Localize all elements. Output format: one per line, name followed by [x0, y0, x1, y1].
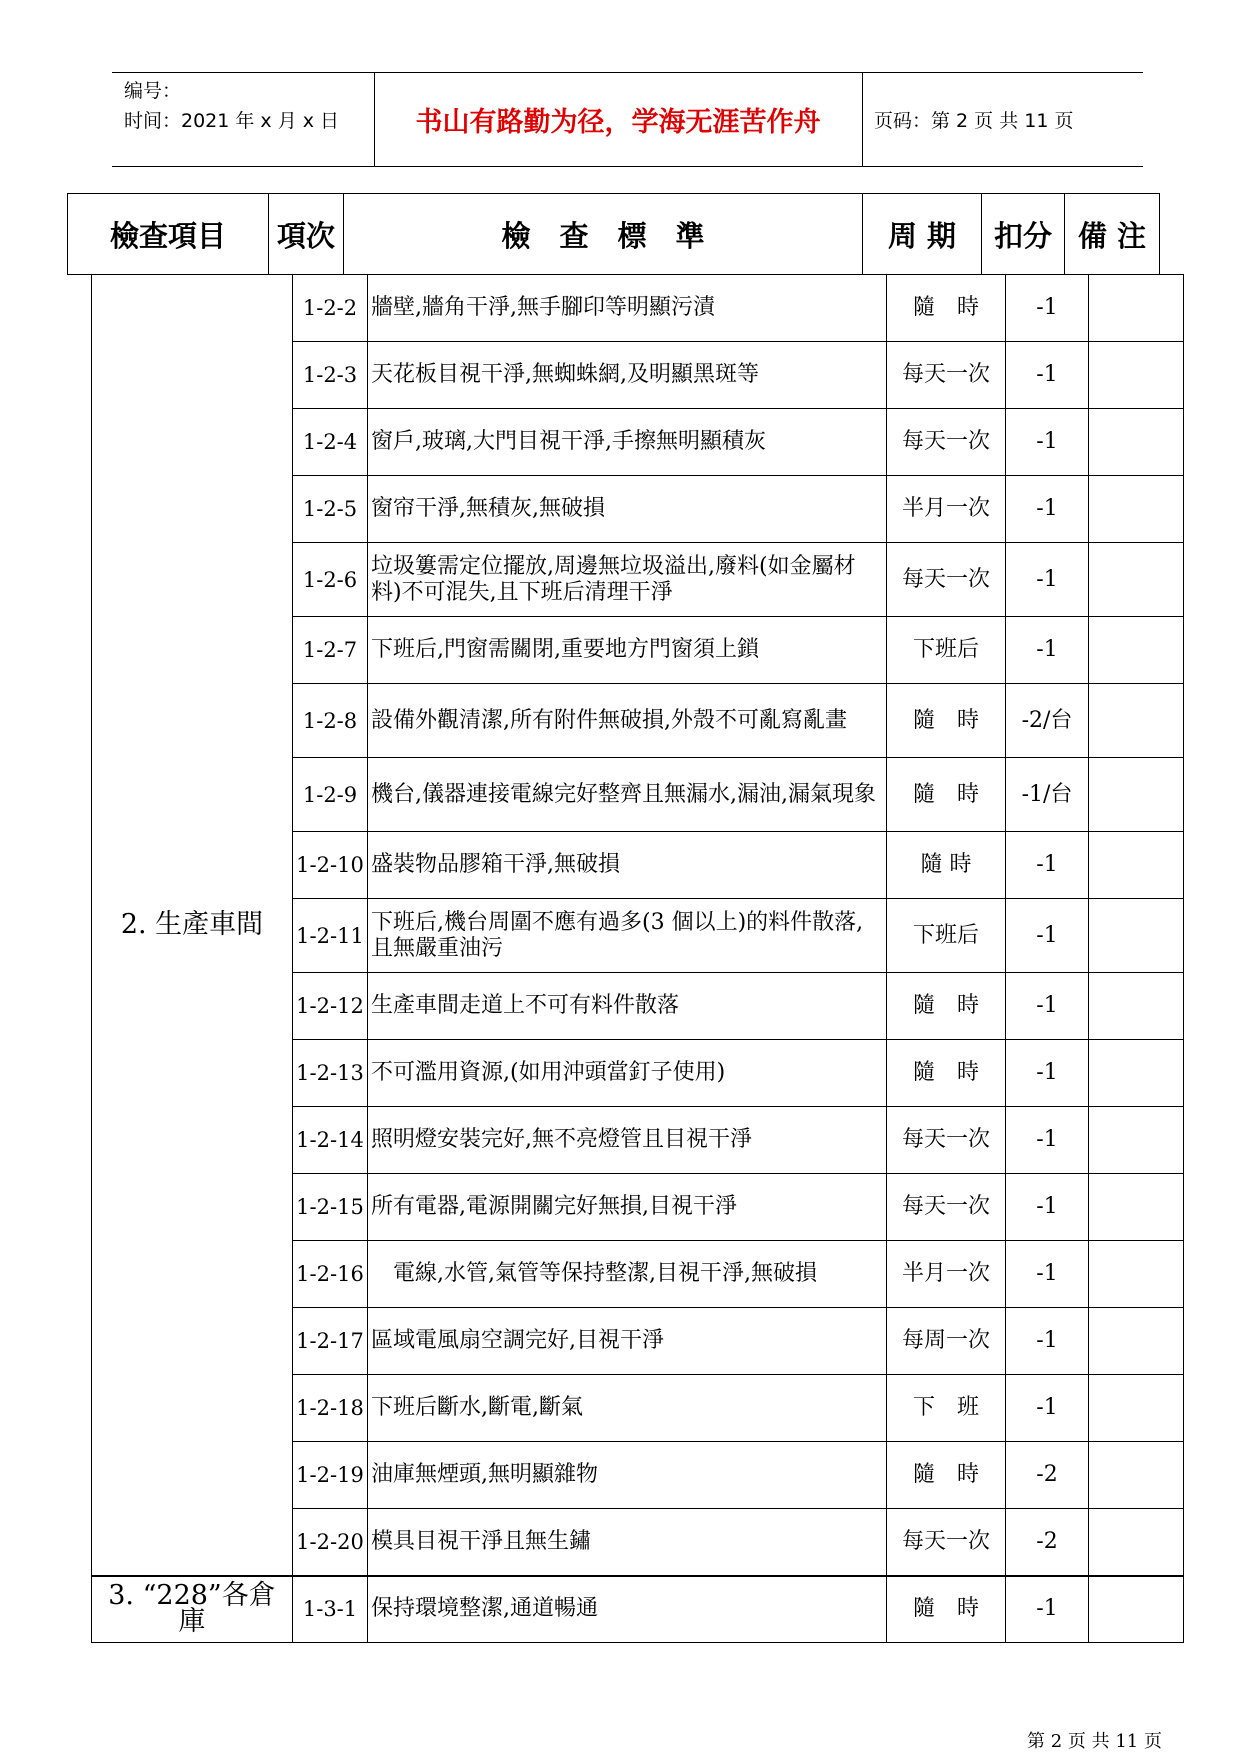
deduction-points: -2: [1006, 1509, 1089, 1576]
inspection-cycle: 隨 時: [887, 758, 1006, 832]
item-code: 1-2-3: [293, 342, 368, 409]
deduction-points: -1: [1006, 1040, 1089, 1107]
inspection-cycle: 每天一次: [887, 1174, 1006, 1241]
item-code: 1-2-16: [293, 1241, 368, 1308]
inspection-standard: 不可濫用資源,(如用沖頭當釘子使用): [368, 1040, 887, 1107]
remark-cell: [1089, 275, 1184, 342]
deduction-points: -1: [1006, 1241, 1089, 1308]
deduction-points: -1: [1006, 275, 1089, 342]
header-bottom-rule: [112, 166, 1143, 167]
inspection-standard: 設備外觀清潔,所有附件無破損,外殼不可亂寫亂畫: [368, 684, 887, 758]
inspection-standard: 垃圾簍需定位擺放,周邊無垃圾溢出,廢料(如金屬材料)不可混失,且下班后清理干淨: [368, 543, 887, 617]
deduction-points: -1: [1006, 476, 1089, 543]
item-code: 1-2-10: [293, 832, 368, 899]
deduction-points: -1: [1006, 342, 1089, 409]
item-code: 1-2-18: [293, 1375, 368, 1442]
inspection-standard: 電線,水管,氣管等保持整潔,目視干淨,無破損: [368, 1241, 887, 1308]
category-cell: 2. 生產車間: [92, 275, 293, 1576]
remark-cell: [1089, 899, 1184, 973]
deduction-points: -1: [1006, 973, 1089, 1040]
inspection-cycle: 下班后: [887, 617, 1006, 684]
inspection-standard: 區域電風扇空調完好,目視干淨: [368, 1308, 887, 1375]
table-row: [92, 1576, 1184, 1643]
item-code: 1-2-9: [293, 758, 368, 832]
remark-cell: [1089, 476, 1184, 543]
item-code: 1-2-6: [293, 543, 368, 617]
remark-cell: [1089, 1375, 1184, 1442]
column-header-item: 檢查項目: [68, 194, 269, 275]
document-date: 时间：2021 年 x 月 x 日: [124, 110, 340, 132]
inspection-cycle: 隨 時: [887, 1442, 1006, 1509]
inspection-cycle: 下班后: [887, 899, 1006, 973]
deduction-points: -2: [1006, 1442, 1089, 1509]
column-header-table: [67, 193, 1160, 275]
remark-cell: [1089, 342, 1184, 409]
inspection-standard: 生產車間走道上不可有料件散落: [368, 973, 887, 1040]
header-left: [124, 76, 339, 136]
inspection-cycle: 半月一次: [887, 1241, 1006, 1308]
item-code: 1-2-2: [293, 275, 368, 342]
item-code: 1-2-20: [293, 1509, 368, 1576]
inspection-standard: 模具目視干淨且無生鏽: [368, 1509, 887, 1576]
remark-cell: [1089, 1174, 1184, 1241]
remark-cell: [1089, 1509, 1184, 1576]
deduction-points: -1: [1006, 1174, 1089, 1241]
inspection-cycle: 每天一次: [887, 409, 1006, 476]
remark-cell: [1089, 1308, 1184, 1375]
header-motto: 书山有路勤为径，学海无涯苦作舟: [415, 106, 821, 138]
remark-cell: [1089, 1576, 1184, 1643]
inspection-cycle: 隨 時: [887, 1040, 1006, 1107]
column-header-cycle: 周 期: [863, 194, 982, 275]
item-code: 1-2-5: [293, 476, 368, 543]
document-number: 编号：: [124, 80, 182, 102]
item-code: 1-2-7: [293, 617, 368, 684]
inspection-standard: 牆壁,牆角干淨,無手腳印等明顯污漬: [368, 275, 887, 342]
item-code: 1-2-19: [293, 1442, 368, 1509]
remark-cell: [1089, 543, 1184, 617]
inspection-cycle: 隨 時: [887, 1576, 1006, 1643]
inspection-standard: 窗戶,玻璃,大門目視干淨,手擦無明顯積灰: [368, 409, 887, 476]
header-page-info: 页码：第 2 页 共 11 页: [874, 109, 1074, 132]
inspection-standard: 盛裝物品膠箱干淨,無破損: [368, 832, 887, 899]
inspection-standard: 機台,儀器連接電線完好整齊且無漏水,漏油,漏氣現象: [368, 758, 887, 832]
deduction-points: -1: [1006, 617, 1089, 684]
inspection-standard: 油庫無煙頭,無明顯雜物: [368, 1442, 887, 1509]
inspection-standard: 天花板目視干淨,無蜘蛛網,及明顯黑斑等: [368, 342, 887, 409]
deduction-points: -1: [1006, 1375, 1089, 1442]
inspection-cycle: 隨 時: [887, 973, 1006, 1040]
deduction-points: -1: [1006, 899, 1089, 973]
inspection-cycle: 隨 時: [887, 275, 1006, 342]
deduction-points: -1: [1006, 409, 1089, 476]
remark-cell: [1089, 1107, 1184, 1174]
deduction-points: -1: [1006, 543, 1089, 617]
deduction-points: -1/台: [1006, 758, 1089, 832]
remark-cell: [1089, 1442, 1184, 1509]
inspection-cycle: 下 班: [887, 1375, 1006, 1442]
inspection-standard: 照明燈安裝完好,無不亮燈管且目視干淨: [368, 1107, 887, 1174]
inspection-cycle: 每天一次: [887, 1509, 1006, 1576]
inspection-standard: 下班后斷水,斷電,斷氣: [368, 1375, 887, 1442]
page-footer: 第 2 页 共 11 页: [1027, 1731, 1162, 1752]
item-code: 1-2-8: [293, 684, 368, 758]
item-code: 1-2-13: [293, 1040, 368, 1107]
table-row: [92, 275, 1184, 342]
remark-cell: [1089, 684, 1184, 758]
item-code: 1-2-15: [293, 1174, 368, 1241]
remark-cell: [1089, 1241, 1184, 1308]
item-code: 1-2-11: [293, 899, 368, 973]
inspection-standard: 所有電器,電源開關完好無損,目視干淨: [368, 1174, 887, 1241]
category-cell: 3. “228”各倉庫: [92, 1576, 293, 1643]
inspection-standard: 下班后,機台周圍不應有過多(3 個以上)的料件散落,且無嚴重油污: [368, 899, 887, 973]
inspection-cycle: 隨 時: [887, 684, 1006, 758]
inspection-cycle: 每天一次: [887, 1107, 1006, 1174]
header-divider: [862, 72, 863, 166]
column-header-standard: 檢 查 標 準: [344, 194, 863, 275]
inspection-cycle: 每周一次: [887, 1308, 1006, 1375]
inspection-standard: 下班后,門窗需關閉,重要地方門窗須上鎖: [368, 617, 887, 684]
inspection-cycle: 半月一次: [887, 476, 1006, 543]
item-code: 1-2-4: [293, 409, 368, 476]
deduction-points: -2/台: [1006, 684, 1089, 758]
item-code: 1-3-1: [293, 1576, 368, 1643]
column-header-remark: 備 注: [1065, 194, 1160, 275]
remark-cell: [1089, 758, 1184, 832]
inspection-cycle: 隨 時: [887, 832, 1006, 899]
inspection-standard: 窗帘干淨,無積灰,無破損: [368, 476, 887, 543]
column-header-points: 扣分: [982, 194, 1065, 275]
remark-cell: [1089, 1040, 1184, 1107]
deduction-points: -1: [1006, 1576, 1089, 1643]
remark-cell: [1089, 409, 1184, 476]
item-code: 1-2-12: [293, 973, 368, 1040]
inspection-cycle: 每天一次: [887, 543, 1006, 617]
inspection-standard: 保持環境整潔,通道暢通: [368, 1576, 887, 1643]
column-header-code: 項次: [269, 194, 344, 275]
deduction-points: -1: [1006, 1107, 1089, 1174]
remark-cell: [1089, 617, 1184, 684]
deduction-points: -1: [1006, 1308, 1089, 1375]
item-code: 1-2-17: [293, 1308, 368, 1375]
inspection-table: [91, 274, 1184, 1643]
deduction-points: -1: [1006, 832, 1089, 899]
remark-cell: [1089, 973, 1184, 1040]
remark-cell: [1089, 832, 1184, 899]
item-code: 1-2-14: [293, 1107, 368, 1174]
inspection-cycle: 每天一次: [887, 342, 1006, 409]
